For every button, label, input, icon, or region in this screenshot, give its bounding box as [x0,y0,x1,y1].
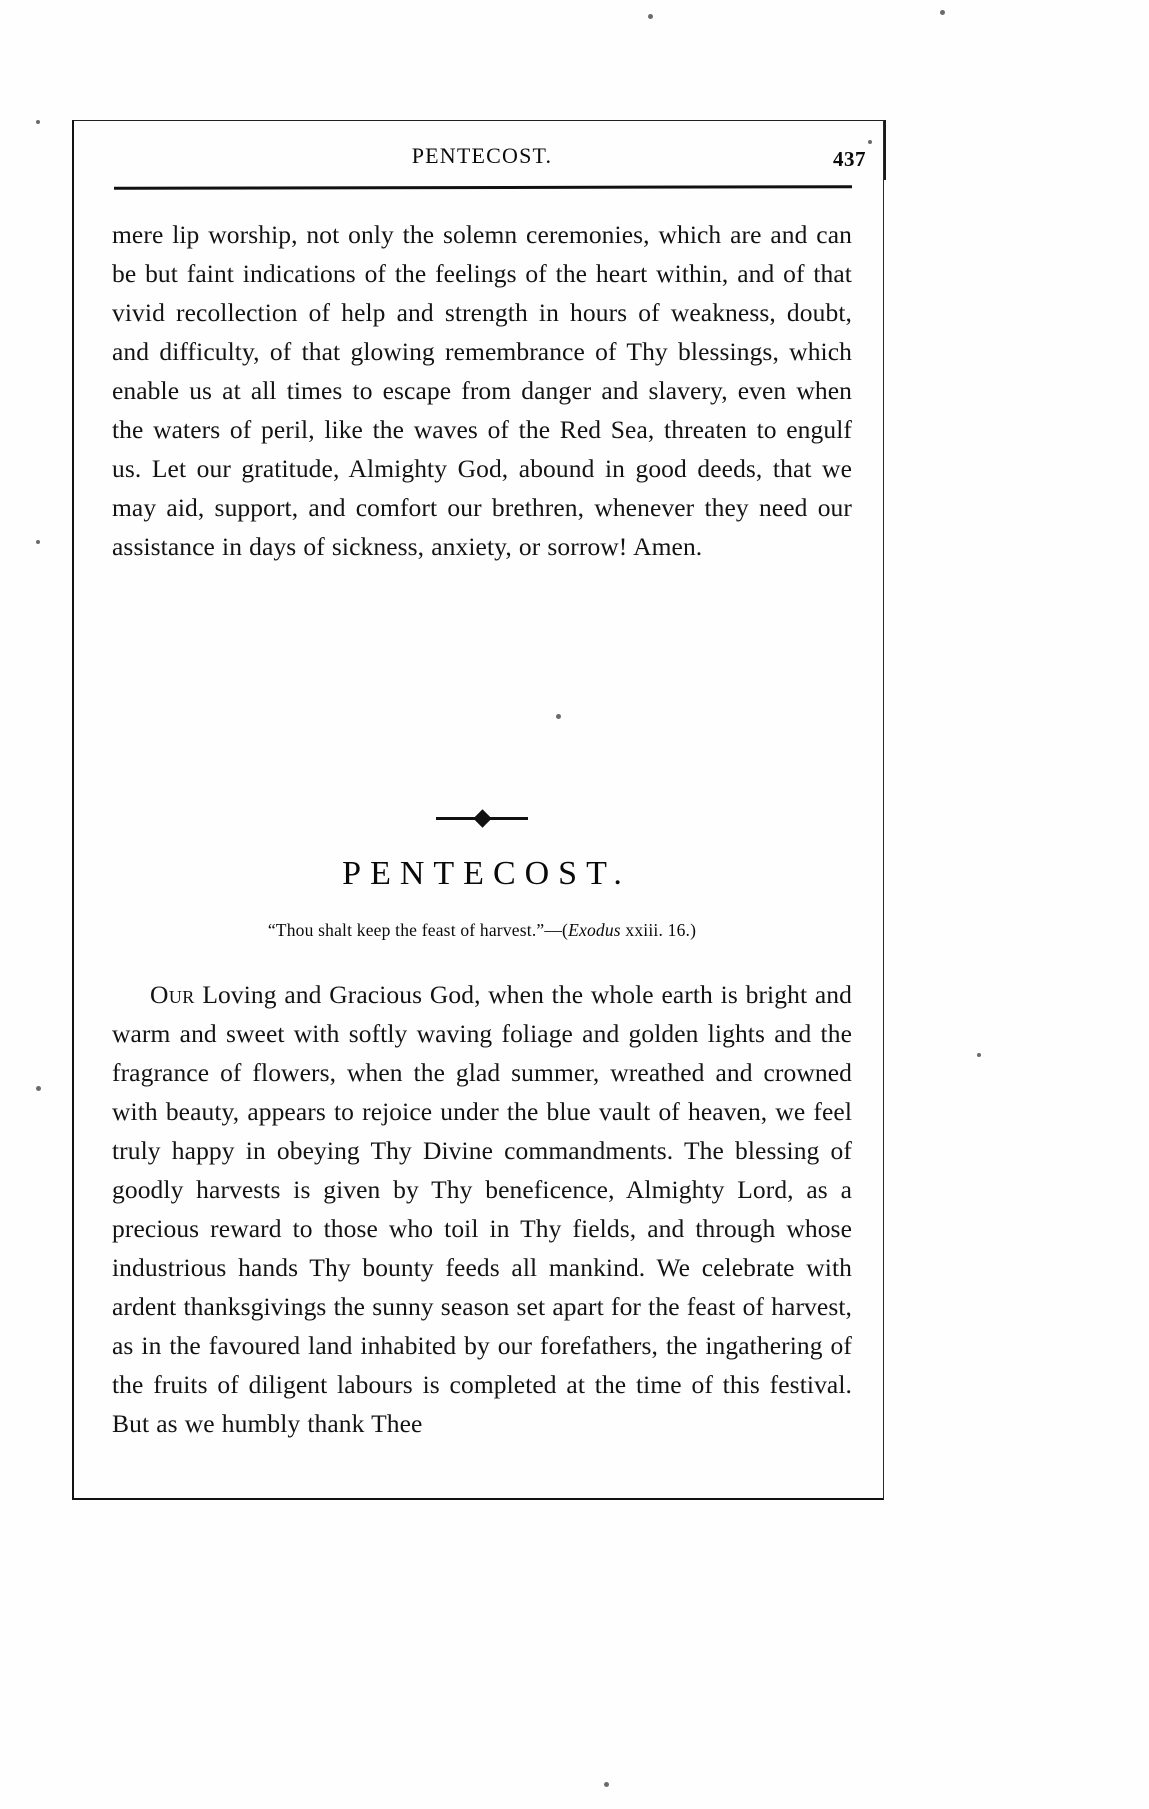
epigraph-citation: xxiii. 16.) [620,920,697,940]
section-title: PENTECOST. [342,855,631,892]
scan-speck [36,540,40,544]
scan-speck [977,1053,981,1057]
page-border-right-segment [884,120,886,180]
scan-speck [648,14,653,19]
running-head-title: PENTECOST. [411,143,553,168]
section-ornament [112,805,852,831]
epigraph-source: Exodus [568,920,621,940]
section-epigraph [112,920,852,941]
scan-speck [604,1782,609,1787]
paragraph-prayer-text: Loving and Gracious God, when the whole earth is bright and warm and sweet with softly waving foliage and golden lights and the fragrance of flowers, when the glad summer, wreathed and crowned with beauty, appears to rejoice under the blue vault of heaven, we feel truly happy in obeying Thy Divine commandments. The blessing of goodly harvests is given by Thy beneficence, Almighty Lord, as a precious reward to those who toil in Thy fields, and through whose industrious hands Thy bounty feeds all mankind. We celebrate with ardent thanksgivings the sunny season set apart for the feast of harvest, as in the favoured land inhabited by our forefathers, the ingathering of the fruits of diligent labours is completed at the time of this festival. But as we humbly thank Thee [112,980,852,1438]
running-head [112,143,866,177]
ornament-diamond-icon [473,809,491,827]
epigraph-quotation: “Thou shalt keep the feast of harvest.”—( [267,920,569,940]
text-column [112,215,852,1438]
paragraph-continuation: mere lip worship, not only the solemn ceremonies, which are and can be but faint indications of the feelings of the heart within, and of that vivid recollection of help and strength in hours of weakness, doubt, and difficulty, of that glowing remembrance of Thy blessings, which enable us at all times to escape from danger and slavery, even when the waters of peril, like the waves of the Red Sea, threaten to engulf us. Let our gratitude, Almighty God, abound in good deeds, that we may aid, support, and comfort our brethren, whenever they need our assistance in days of sickness, anxiety, or sorrow! Amen. [112,220,852,561]
paragraph-opening-smallcaps: Our [150,980,195,1009]
page-number: 437 [833,147,866,171]
prayer-body [112,975,852,1443]
scan-speck [36,120,40,124]
scan-speck [940,10,945,15]
paragraph-prayer [112,975,852,1443]
scan-speck [36,1086,41,1091]
